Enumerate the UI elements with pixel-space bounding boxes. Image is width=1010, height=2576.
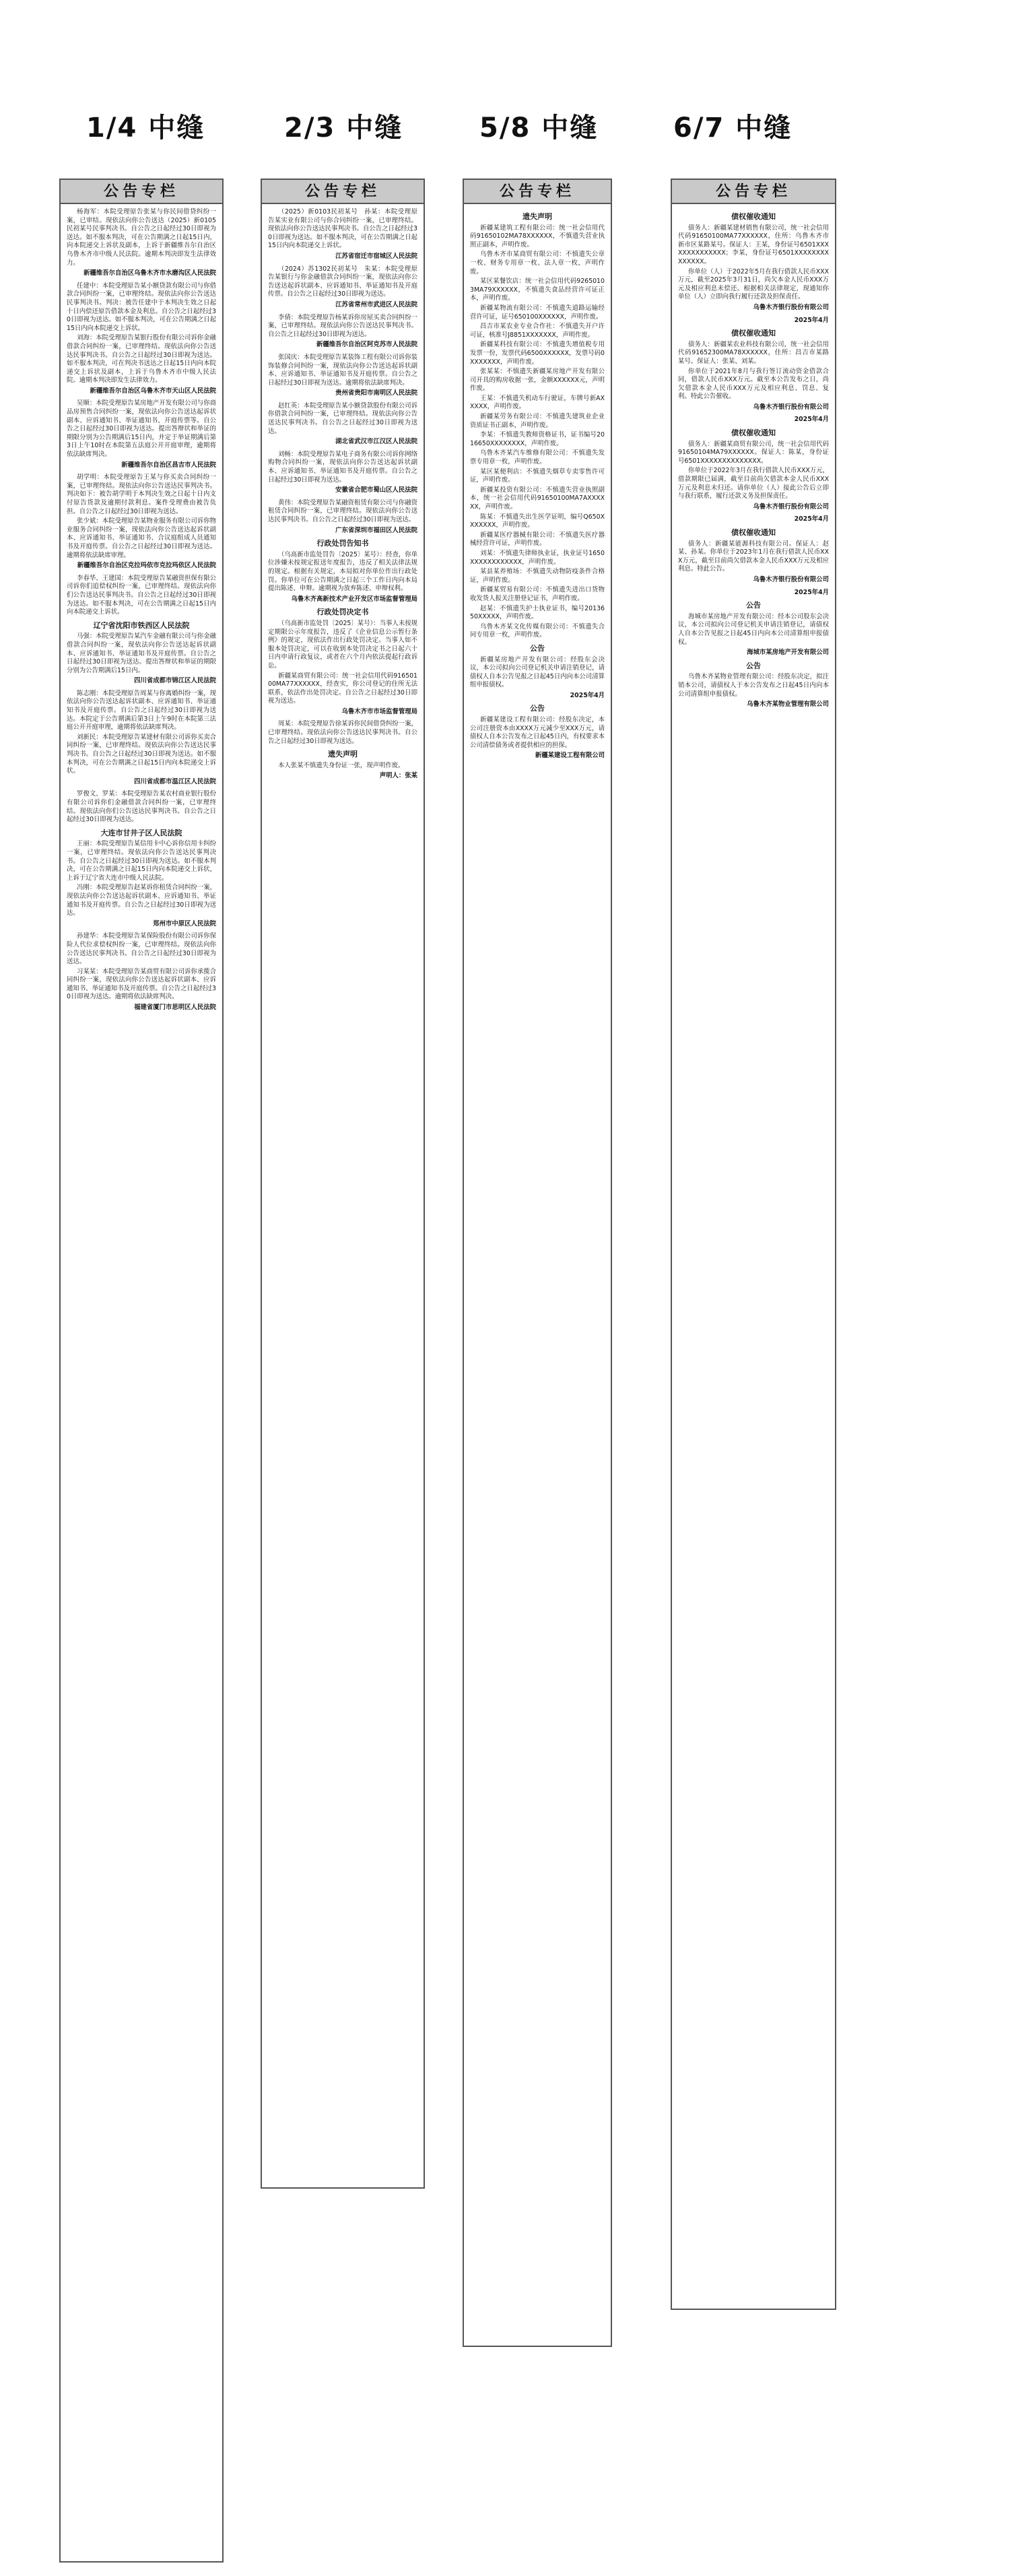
notice-signature: 乌鲁木齐高新技术产业开发区市场监督管理局: [291, 595, 417, 603]
notice-paragraph: 李倩：本院受理原告杨某诉你房屋买卖合同纠纷一案，已审理终结。现依法向你公告送达民事判决书。自公告之日起经过30日即视为送达。: [268, 313, 417, 338]
notice-signature: 新疆维吾尔自治区乌鲁木齐市天山区人民法院: [90, 387, 216, 395]
notice-signature: 新疆某建设工程有限公司: [535, 752, 605, 760]
notice-paragraph: 王某：不慎遗失机动车行驶证，车牌号新AXXXXX，声明作废。: [470, 394, 605, 411]
notice-paragraph: 乌鲁木齐市某商贸有限公司：不慎遗失公章一枚、财务专用章一枚、法人章一枚，声明作废。: [470, 251, 605, 276]
notice-paragraph: 马强：本院受理原告某汽车金融有限公司与你金融借款合同纠纷一案，现依法向你公告送达起诉状副本、应诉通知书、举证通知书及开庭传票。自公告之日起经过30日即视为送达。提出答辩状和举证的期限分别为公告期满后15日内。: [67, 633, 216, 674]
notice-paragraph: 你单位于2021年8月与我行签订流动资金借款合同，借款人民币XXX万元。截至本公告发布之日，尚欠借款本金人民币XXX万元及相应利息、罚息、复利。特此公告催收。: [678, 367, 829, 401]
notice-title: 遗失声明: [328, 750, 358, 759]
notice-signature: 海城市某房地产开发有限公司: [747, 649, 829, 657]
notice-title: 辽宁省沈阳市铁西区人民法院: [93, 620, 190, 630]
notice-title: 行政处罚告知书: [316, 539, 369, 548]
notice-paragraph: 债务人：新疆某商贸有限公司，统一社会信用代码91650104MA79XXXXXX。保证人：陈某，身份证号6501XXXXXXXXXXXXXX。: [678, 440, 829, 465]
notice-paragraph: 乌鲁木齐某文化传媒有限公司：不慎遗失合同专用章一枚，声明作废。: [470, 622, 605, 639]
notice-paragraph: 李某：不慎遗失教师资格证书，证书编号2016650XXXXXXXX，声明作废。: [470, 431, 605, 447]
column-label-5-8: 5/8 中缝: [479, 112, 599, 143]
notice-signature: 新疆维吾尔自治区克拉玛依市克拉玛依区人民法院: [77, 562, 216, 570]
notice-paragraph: 陈志刚：本院受理原告周某与你离婚纠纷一案，现依法向你公告送达起诉状副本、应诉通知书、举证通知书及开庭传票。自公告之日起经过30日即视为送达。本院定于公告期满后第3日上午9时在本院第三法庭公开开庭审理，逾期将依法缺席判决。: [67, 689, 216, 732]
notice-title: 债权催收通知: [731, 212, 776, 221]
notice-paragraph: 任建中：本院受理原告某小额贷款有限公司与你借款合同纠纷一案，已审理终结。现依法向你公告送达民事判决书。判决：被告任建中于本判决生效之日起十日内偿还原告借款本金及利息。自公告之日起经过30日即视为送达。如不服本判决，可在公告期满之日起15日内向本院递交上诉状。: [67, 282, 216, 332]
notice-paragraph: 某区某餐饮店：统一社会信用代码92650103MA79XXXXXX，不慎遗失食品经营许可证正本，声明作废。: [470, 278, 605, 302]
notice-paragraph: 陈某：不慎遗失出生医学证明，编号Q650XXXXXXX，声明作废。: [470, 513, 605, 529]
notice-signature: 2025年4月: [794, 588, 829, 596]
notice-column-4: [671, 179, 836, 2310]
notice-paragraph: 赵红英：本院受理原告某小额贷款股份有限公司诉你借款合同纠纷一案，已审理终结。现依法向你公告送达民事判决书。自公告之日起经过30日即视为送达。: [268, 401, 417, 435]
notice-title: 大连市甘井子区人民法院: [100, 828, 182, 837]
notice-signature: 乌鲁木齐市市场监督管理局: [341, 707, 417, 715]
notice-paragraph: 赵某：不慎遗失护士执业证书，编号2013650XXXXX，声明作废。: [470, 604, 605, 621]
notice-paragraph: 黄伟：本院受理原告某融资租赁有限公司与你融资租赁合同纠纷一案，已审理终结。现依法向你公告送达民事判决书。自公告之日起经过30日即视为送达。: [268, 498, 417, 523]
notice-signature: 2025年4月: [794, 316, 829, 324]
notice-paragraph: 债务人：新疆某农业科技有限公司，统一社会信用代码91652300MA78XXXXXX，住所：昌吉市某路某号。保证人：张某、刘某。: [678, 340, 829, 365]
notice-paragraph: 习某某：本院受理原告某商贸有限公司诉你承揽合同纠纷一案，现依法向你公告送达起诉状副本、应诉通知书、举证通知书及开庭传票。自公告之日起经过30日即视为送达。逾期将依法缺席判决。: [67, 967, 216, 1001]
notice-paragraph: 某区某便利店：不慎遗失烟草专卖零售许可证，声明作废。: [470, 468, 605, 484]
notice-signature: 新疆维吾尔自治区乌鲁木齐市水磨沟区人民法院: [83, 269, 216, 278]
notice-title: 遗失声明: [523, 212, 552, 221]
notice-paragraph: 新疆某贸易有限公司：不慎遗失进出口货物收发货人报关注册登记证书，声明作废。: [470, 586, 605, 602]
notice-signature: 乌鲁木齐银行股份有限公司: [753, 303, 829, 311]
notice-paragraph: 新疆某科技有限公司：不慎遗失增值税专用发票一份，发票代码6500XXXXXX，发票号码0XXXXXXX，声明作废。: [470, 341, 605, 366]
notice-column-1: [59, 179, 224, 2563]
notice-paragraph: 杨海军：本院受理原告张某与你民间借贷纠纷一案，已审结。现依法向你公告送达（2025）新0105民初某号民事判决书。自公告之日起经过30日即视为送达。如不服本判决，可在公告期满之日起15日内，向本院递交上诉状及副本，上诉于新疆维吾尔自治区乌鲁木齐市中级人民法院。逾期本判决即发生法律效力。: [67, 208, 216, 267]
column-header: 公告专栏: [672, 180, 835, 204]
notice-signature: 福建省厦门市思明区人民法院: [134, 1004, 216, 1012]
notice-signature: 乌鲁木齐某物业管理有限公司: [747, 701, 829, 709]
notice-paragraph: 你单位于2022年3月在我行借款人民币XXX万元，借款期限已届满，截至目前尚欠借款本金人民币XXX万元及利息未归还。请你单位（人）接此公告后立即与我行联系，履行还款义务及担保责任。: [678, 467, 829, 501]
notice-paragraph: 孙建华：本院受理原告某保险股份有限公司诉你保险人代位求偿权纠纷一案，已审理终结。现依法向你公告送达民事判决书。自公告之日起经过30日即视为送达。: [67, 932, 216, 966]
notice-signature: 江苏省常州市武进区人民法院: [335, 300, 417, 309]
column-body: [464, 204, 611, 769]
notice-signature: 2025年4月: [570, 691, 605, 699]
notice-paragraph: 罗俊文、罗某：本院受理原告某农村商业银行股份有限公司诉你们金融借款合同纠纷一案，已审理终结。现依法向你们公告送达民事判决书。自公告之日起经过30日即视为送达。: [67, 790, 216, 824]
notice-paragraph: 李春华、王建国：本院受理原告某融资担保有限公司诉你们追偿权纠纷一案，已审理终结。现依法向你们公告送达民事判决书。自公告之日起经过30日即视为送达。如不服本判决，可在公告期满之日起15日内向本院递交上诉状。: [67, 574, 216, 616]
notice-signature: 江苏省宿迁市宿城区人民法院: [335, 252, 417, 260]
notice-paragraph: 刘新民：本院受理原告某建材有限公司诉你买卖合同纠纷一案，已审理终结。现依法向你公告送达民事判决书。自公告之日起经过30日即视为送达。如不服本判决，可在公告期满之日起15日内向本院递交上诉状。: [67, 733, 216, 775]
notice-paragraph: 乌鲁木齐某物业管理有限公司：经股东决定，拟注销本公司，请债权人于本公告发布之日起45日内向本公司清算组申报债权。: [678, 673, 829, 698]
notice-column-3: [463, 179, 612, 2347]
notice-paragraph: 张少斌：本院受理原告某物业服务有限公司诉你物业服务合同纠纷一案，现依法向你公告送达起诉状副本、应诉通知书、举证通知书、合议庭组成人员通知书及开庭传票。自公告之日起经过30日即视为送达。逾期将依法缺席审理。: [67, 517, 216, 559]
notice-signature: 声明人：张某: [379, 772, 417, 780]
notice-signature: 乌鲁木齐银行股份有限公司: [753, 403, 829, 411]
notice-signature: 贵州省贵阳市南明区人民法院: [335, 389, 417, 397]
notice-paragraph: 张国庆：本院受理原告某装饰工程有限公司诉你装饰装修合同纠纷一案，现依法向你公告送达起诉状副本、应诉通知书、举证通知书及开庭传票。自公告之日起经过30日即视为送达。逾期将依法缺席判决。: [268, 353, 417, 387]
notice-signature: 湖北省武汉市江汉区人民法院: [335, 438, 417, 446]
notice-title: 行政处罚决定书: [316, 608, 369, 617]
notice-paragraph: 债务人：新疆某能源科技有限公司。保证人：赵某、孙某。你单位于2023年1月在我行借款人民币XXX万元，截至目前尚欠借款本金人民币XXX万元及相应利息。特此公告。: [678, 540, 829, 573]
column-body: [672, 204, 835, 717]
notice-signature: 乌鲁木齐银行股份有限公司: [753, 575, 829, 583]
notice-paragraph: 新疆某房地产开发有限公司：经股东会决议，本公司拟向公司登记机关申请注销登记，请债权人自本公告见报之日起45日内向本公司清算组申报债权。: [470, 655, 605, 689]
notice-signature: 郑州市中原区人民法院: [153, 920, 216, 928]
column-body: [262, 204, 424, 789]
notice-signature: 新疆维吾尔自治区昌吉市人民法院: [121, 461, 216, 469]
notice-paragraph: 债务人：新疆某建材销售有限公司，统一社会信用代码91650100MA77XXXXXX，住所：乌鲁木齐市新市区某路某号。保证人：王某，身份证号6501XXXXXXXXXXXXXX；李某，身份证号6501XXXXXXXXXXXXXX。: [678, 224, 829, 265]
notice-signature: 乌鲁木齐银行股份有限公司: [753, 503, 829, 511]
notice-paragraph: 刘某：不慎遗失律师执业证，执业证号1650XXXXXXXXXXXX，声明作废。: [470, 549, 605, 566]
notice-paragraph: （乌高新市监处罚〔2025〕某号）：当事人未按规定期限公示年度报告，违反了《企业信息公示暂行条例》的规定，现依法作出行政处罚决定。当事人如不服本处罚决定，可以在收到本处罚决定书之日起六十日内申请行政复议，或者在六个月内依法提起行政诉讼。: [268, 619, 417, 670]
notice-signature: 四川省成都市锦江区人民法院: [134, 677, 216, 685]
notice-title: 公告: [746, 661, 761, 670]
column-body: [61, 204, 222, 1021]
notice-signature: 新疆维吾尔自治区阿克苏市人民法院: [316, 341, 417, 349]
notice-paragraph: 刘海：本院受理原告某银行股份有限公司诉你金融借款合同纠纷一案，已审理终结。现依法向你公告送达民事判决书。自公告之日起经过30日即视为送达。如不服本判决，可在判决书送达之日起15日内向本院递交上诉状及副本，上诉于乌鲁木齐市中级人民法院。逾期本判决即发生法律效力。: [67, 334, 216, 385]
notice-paragraph: 某县某养殖场：不慎遗失动物防疫条件合格证，声明作废。: [470, 568, 605, 584]
notice-paragraph: 胡学明：本院受理原告王某与你买卖合同纠纷一案，已审理终结。现依法向你公告送达民事判决书。判决如下：被告胡学明于本判决生效之日起十日内支付原告货款及逾期付款利息。案件受理费由被告负担。自公告之日起经过30日即视为送达。: [67, 474, 216, 515]
notice-paragraph: 海城市某房地产开发有限公司：经本公司股东会决议，本公司拟向公司登记机关申请注销登记，请债权人自本公告见报之日起45日内向本公司清算组申报债权。: [678, 612, 829, 646]
notice-paragraph: （2024）苏1302民初某号 朱某：本院受理原告某银行与你金融借款合同纠纷一案，现依法向你公告送达起诉状副本、应诉通知书、举证通知书及开庭传票。自公告之日起经过30日即视为送达。: [268, 265, 417, 298]
notice-title: 债权催收通知: [731, 428, 776, 438]
notice-paragraph: 周某：本院受理原告徐某诉你民间借贷纠纷一案，已审理终结。现依法向你公告送达民事判决书。自公告之日起经过30日即视为送达。: [268, 720, 417, 745]
column-header: 公告专栏: [464, 180, 611, 204]
notice-title: 公告: [530, 704, 545, 713]
notice-paragraph: 刘畅：本院受理原告某电子商务有限公司诉你网络购物合同纠纷一案，现依法向你公告送达起诉状副本、应诉通知书、举证通知书及开庭传票。自公告之日起经过30日即视为送达。: [268, 450, 417, 484]
column-header: 公告专栏: [262, 180, 424, 204]
notice-paragraph: 王丽：本院受理原告某信用卡中心诉你信用卡纠纷一案，已审理终结。现依法向你公告送达民事判决书。自公告之日起经过30日即视为送达。如不服本判决，可在公告期满之日起15日内向本院递交上诉状，上诉于辽宁省大连市中级人民法院。: [67, 840, 216, 882]
notice-paragraph: 新疆某医疗器械有限公司：不慎遗失医疗器械经营许可证，声明作废。: [470, 531, 605, 548]
notice-title: 公告: [746, 601, 761, 610]
column-header: 公告专栏: [61, 180, 222, 204]
notice-paragraph: 新疆某建筑工程有限公司：统一社会信用代码91650102MA78XXXXXX，不慎遗失营业执照正副本，声明作废。: [470, 224, 605, 249]
notice-signature: 广东省深圳市福田区人民法院: [335, 526, 417, 534]
notice-paragraph: 昌吉市某农业专业合作社：不慎遗失开户许可证，核准号J8851XXXXXXX，声明作废。: [470, 323, 605, 339]
notice-paragraph: （乌高新市监处罚告〔2025〕某号）：经查，你单位涉嫌未按规定报送年度报告，违反了相关法律法规的规定。根据有关规定，本局拟对你单位作出行政处罚。你单位可在公告期满之日起三个工作日内向本局提出陈述、申辩。逾期视为放弃陈述、申辩权利。: [268, 550, 417, 593]
notice-paragraph: 冯刚：本院受理原告赵某诉你租赁合同纠纷一案，现依法向你公告送达起诉状副本、应诉通知书、举证通知书及开庭传票。自公告之日起经过30日即视为送达。: [67, 884, 216, 917]
notice-signature: 安徽省合肥市蜀山区人民法院: [335, 486, 417, 494]
notice-signature: 2025年4月: [794, 515, 829, 523]
notice-title: 公告: [530, 643, 545, 653]
notice-signature: 四川省成都市温江区人民法院: [134, 777, 216, 785]
notice-signature: 2025年4月: [794, 416, 829, 424]
notice-title: 债权催收通知: [731, 528, 776, 537]
notice-column-2: [261, 179, 425, 2189]
notice-paragraph: 吴顺：本院受理原告某房地产开发有限公司与你商品房预售合同纠纷一案，现依法向你公告送达起诉状副本、应诉通知书、举证通知书、开庭传票等。自公告之日起经过30日即视为送达。提出答辩状和举证的期限分别为公告期满后15日内，并定于举证期满后第3日上午10时在本院第五法庭公开开庭审理，逾期将依法缺席判决。: [67, 399, 216, 459]
notice-paragraph: 新疆某劳务有限公司：不慎遗失建筑业企业资质证书正副本，声明作废。: [470, 413, 605, 429]
notice-paragraph: 新疆某投资有限公司：不慎遗失营业执照副本，统一社会信用代码91650100MA7AXXXXXX，声明作废。: [470, 486, 605, 511]
notice-paragraph: 你单位（人）于2022年5月在我行借款人民币XXX万元，截至2025年3月31日，尚欠本金人民币XXX万元及相应利息未偿还。根据相关法律规定，现通知你单位（人）立即向我行履行还款及担保责任。: [678, 267, 829, 301]
column-label-1-4: 1/4 中缝: [86, 112, 205, 143]
notice-title: 债权催收通知: [731, 329, 776, 338]
column-label-2-3: 2/3 中缝: [284, 112, 403, 143]
notice-paragraph: 新疆某物流有限公司：不慎遗失道路运输经营许可证，证号650100XXXXXX，声明作废。: [470, 304, 605, 321]
notice-paragraph: 本人张某不慎遗失身份证一张，现声明作废。: [278, 761, 405, 769]
notice-paragraph: 新疆某建设工程有限公司：经股东决定，本公司注册资本由XXXX万元减少至XXX万元，请债权人自本公告发布之日起45日内，有权要求本公司清偿债务或者提供相应的担保。: [470, 716, 605, 749]
column-label-6-7: 6/7 中缝: [673, 112, 793, 143]
notice-paragraph: （2025）新0103民初某号 孙某：本院受理原告某实业有限公司与你合同纠纷一案，已审理终结。现依法向你公告送达民事判决书。自公告之日起经过30日即视为送达。如不服本判决，可在公告期满之日起15日内向本院递交上诉状。: [268, 208, 417, 250]
notice-paragraph: 新疆某商贸有限公司：统一社会信用代码91650100MA77XXXXXX，经查实，你公司登记的住所无法联系，依法作出处罚决定。自公告之日起经过30日即视为送达。: [268, 672, 417, 705]
notice-paragraph: 乌鲁木齐某汽车维修有限公司：不慎遗失发票专用章一枚，声明作废。: [470, 449, 605, 466]
notice-paragraph: 张某某：不慎遗失新疆某房地产开发有限公司开具的购房收据一张，金额XXXXXX元，声明作废。: [470, 368, 605, 393]
